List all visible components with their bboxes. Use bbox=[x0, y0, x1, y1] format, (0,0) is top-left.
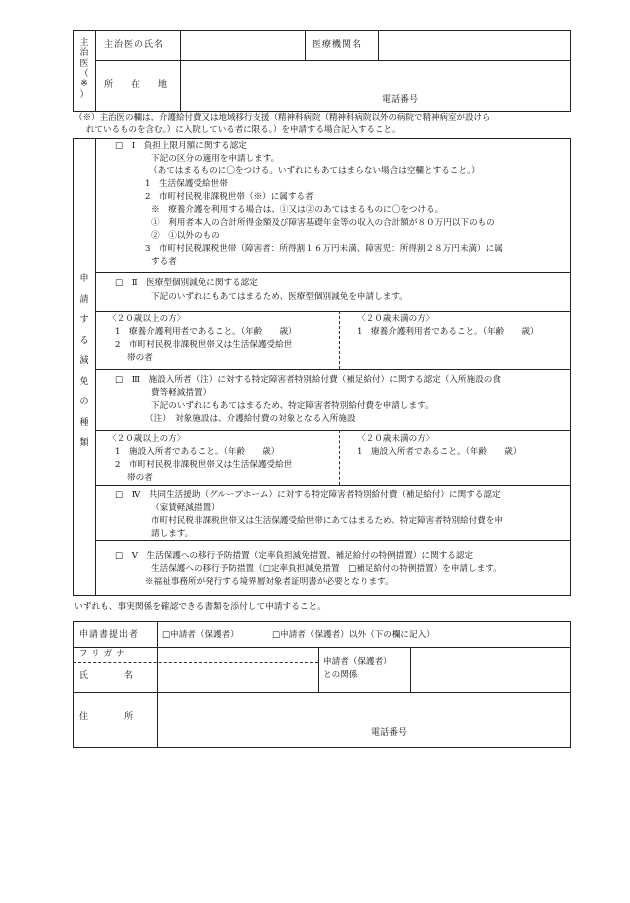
relation-label: 申請者（保護者） bbox=[323, 657, 392, 667]
section-1-checkbox[interactable]: □ Ⅰ 負担上限月額に関する認定 bbox=[115, 141, 247, 151]
option-welfare-household[interactable]: 1 生活保護受給世帯 bbox=[145, 179, 228, 189]
doctor-address-label: 所 在 地 bbox=[104, 80, 168, 90]
section-5-note: ※福祉事務所が発行する境界層対象者証明書が必要となります。 bbox=[145, 577, 394, 587]
doctor-address-field[interactable] bbox=[182, 62, 569, 92]
attach-note: いずれも、事実関係を確認できる書類を添付して申請すること。 bbox=[74, 602, 326, 612]
section-1-line: （あてはまるものに〇をつける。いずれにもあてはまらない場合は空欄とすること。） bbox=[149, 166, 480, 176]
section-3-over20-item: 2 市町村民税非課税世帯又は生活保護受給世 bbox=[115, 460, 293, 470]
section-1-line: ※ 療養介護を利用する場合は、①又は②のあてはまるものに〇をつける。 bbox=[151, 205, 444, 215]
section-2-over20-item: 2 市町村民税非課税世帯又は生活保護受給世 bbox=[115, 340, 293, 350]
submitter-option-applicant[interactable]: □申請者（保護者） bbox=[162, 630, 239, 640]
submitter-option-other[interactable]: □申請者（保護者）以外（下の欄に記入） bbox=[272, 630, 435, 640]
institution-field[interactable] bbox=[380, 32, 569, 58]
doctor-note-2: れているものを含む。）に入院している者に限る。）を申請する場合記入すること。 bbox=[86, 125, 401, 135]
section-2-over20-title: 〈２０歳以上の方〉 bbox=[108, 314, 186, 324]
option-taxable-household[interactable]: 3 市町村民税課税世帯（障害者：所得割１６万円未満、障害児：所得割２８万円未満）に属 bbox=[145, 244, 503, 254]
section-3-over20-title: 〈２０歳以上の方〉 bbox=[108, 434, 186, 444]
furigana-field[interactable] bbox=[159, 649, 316, 661]
section-2-checkbox[interactable]: □ Ⅱ 医療型個別減免に関する認定 bbox=[115, 278, 258, 288]
institution-label: 医療機関名 bbox=[312, 40, 363, 50]
address-label: 住 所 bbox=[79, 712, 134, 722]
relation-field[interactable] bbox=[412, 649, 569, 690]
section-2-over20-item: 帯の者 bbox=[127, 353, 153, 363]
option-non-taxable-household[interactable]: 2 市町村民税非課税世帯（※）に属する者 bbox=[145, 192, 314, 202]
section-2-under20-item: 1 療養介護利用者であること。（年齢 歳） bbox=[357, 327, 539, 337]
address-field[interactable] bbox=[159, 694, 569, 722]
section-2-over20-item: 1 療養介護利用者であること。（年齢 歳） bbox=[115, 327, 297, 337]
section-1-line: する者 bbox=[151, 257, 177, 267]
section-4-line: 請します。 bbox=[151, 529, 194, 539]
option-other[interactable]: ② ①以外のもの bbox=[151, 231, 220, 241]
section-4-line: （家賃軽減措置） bbox=[151, 503, 220, 513]
section-2-line: 下記のいずれにもあてはまるため、医療型個別減免を申請します。 bbox=[151, 292, 408, 302]
section-3-checkbox[interactable]: □ Ⅲ 施設入所者（注）に対する特定障害者特別給付費（補足給付）に関する認定（入所施設の食 bbox=[115, 375, 501, 385]
option-income-under-800k[interactable]: ① 利用者本人の合計所得金額及び障害基礎年金等の収入の合計額が８０万円以下のもの bbox=[151, 218, 495, 228]
doctor-side-label: 主 治 医 （ ※ ） bbox=[79, 38, 89, 100]
section-3-note: （注） 対象施設は、介護給付費の対象となる入所施設 bbox=[145, 414, 356, 424]
section-5-checkbox[interactable]: □ Ⅴ 生活保護への移行予防措置（定率負担減免措置、補足給付の特例措置）に関する認定 bbox=[115, 551, 474, 561]
name-label: 氏 名 bbox=[79, 671, 134, 681]
section-3-line: 費等軽減措置） bbox=[151, 388, 212, 398]
doctor-phone-label: 電話番号 bbox=[382, 95, 419, 105]
furigana-label: フリガナ bbox=[79, 649, 129, 659]
submitter-label: 申請書提出者 bbox=[79, 630, 140, 640]
section-3-under20-title: 〈２０歳未満の方〉 bbox=[357, 434, 435, 444]
doctor-name-field[interactable] bbox=[182, 32, 303, 58]
section-2-under20-title: 〈２０歳未満の方〉 bbox=[357, 314, 435, 324]
name-field[interactable] bbox=[159, 664, 316, 690]
section-3-line: 下記のいずれにもあてはまるため、特定障害者特別給付費を申請します。 bbox=[151, 401, 434, 411]
section-3-under20-item: 1 施設入所者であること。（年齢 歳） bbox=[357, 447, 522, 457]
section-4-line: 市町村民税非課税世帯又は生活保護受給世帯にあてはまるため、特定障害者特別給付費を申 bbox=[151, 516, 504, 526]
section-5-line[interactable]: 生活保護への移行予防措置（□定率負担減免措置 □補足給付の特例措置）を申請します。 bbox=[151, 564, 502, 574]
relation-label: との関係 bbox=[323, 670, 358, 680]
section-3-over20-item: 1 施設入所者であること。（年齢 歳） bbox=[115, 447, 280, 457]
reduction-side-label: 申 請 す る 減 免 の 種 類 bbox=[79, 274, 89, 449]
section-3-over20-item: 帯の者 bbox=[127, 473, 153, 483]
section-4-checkbox[interactable]: □ Ⅳ 共同生活援助（グループホーム）に対する特定障害者特別給付費（補足給付）に関する認定 bbox=[115, 490, 501, 500]
section-1-line: 下記の区分の適用を申請します。 bbox=[151, 154, 280, 164]
doctor-note: （※）主治医の欄は、介護給付費又は地域移行支援（精神科病院（精神科病院以外の病院で精神病室が設けら bbox=[74, 113, 491, 123]
phone-label: 電話番号 bbox=[371, 728, 408, 738]
doctor-name-label: 主治医の氏名 bbox=[104, 40, 165, 50]
